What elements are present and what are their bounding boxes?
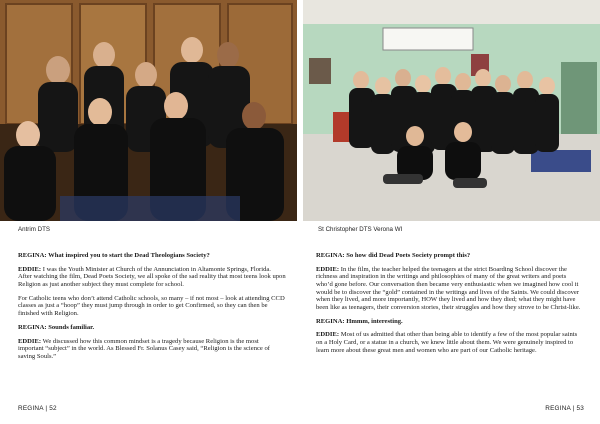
page-folio [18,405,57,412]
photo-illustration [303,0,600,221]
answer-text: We discussed how this common mindset is a tragedy because Religion is the most important “subject” in the world. As Blessed Fr. Solanus Casey said, “Religion is the science of saving Souls.” [18,337,270,360]
page-folio [545,405,584,412]
folio-separator: | [45,405,48,412]
photo-caption: St Christopher DTS Verona WI [318,226,403,233]
speaker-label: EDDIE: [18,265,42,273]
question: REGINA: Hmmm, interesting. [316,317,403,325]
answer-text: In the film, the teacher helped the teenagers at the strict Boarding School discover the richness and inspiration in the writings and philosophies of many of the great writers and poets who’d gone before. Our conversation then became very enthusiastic when we imagined how cool it would be to discover the “gold” contained in the writings and lives of the Saints. We could discover when they lived, and more importantly, HOW they lived and how they died; what they might have been like as teenagers, their conversion stories, their struggles and how they strove to be Christ-like. [316,265,581,311]
answer [18,338,286,361]
page-number: 53 [576,405,584,412]
interview-text [18,252,286,366]
interview-text [316,252,584,360]
verona-group-photo [303,0,600,221]
speaker-label: EDDIE: [18,337,42,345]
answer-text: I was the Youth Minister at Church of the Annunciation in Altamonte Springs, Florida. After watching the film, Dead Poets Society, we all spoke of the sad reality that most teens look upon Religion as just another subject they must complete for school. [18,265,286,288]
page-number: 52 [49,405,57,412]
antrim-group-photo [0,0,297,221]
answer [316,266,584,312]
question: REGINA: What inspired you to start the Dead Theologians Society? [18,252,210,259]
question: REGINA: So how did Dead Poets Society prompt this? [316,252,471,259]
folio-brand: REGINA [545,405,571,412]
answer [18,266,286,289]
right-page [300,0,600,424]
question: REGINA: Sounds familiar. [18,323,95,331]
answer [316,331,584,354]
folio-brand: REGINA [18,405,44,412]
speaker-label: EDDIE: [316,331,340,339]
photo-caption: Antrim DTS [18,226,50,233]
answer-text: Most of us admitted that other than being able to identify a few of the most popular saints on a Holy Card, or a statue in a church, we knew little about them. We were genuinely inspired to learn more about these great men and women who are part of our Catholic heritage. [316,331,578,354]
photo-illustration [0,0,297,221]
paragraph: For Catholic teens who don’t attend Catholic schools, so many – if not most – look at attending CCD classes as just a “hoop” they must jump through in order to get Confirmed, so they can then be finished with Religion. [18,294,285,317]
folio-separator: | [572,405,575,412]
speaker-label: EDDIE: [316,265,340,273]
